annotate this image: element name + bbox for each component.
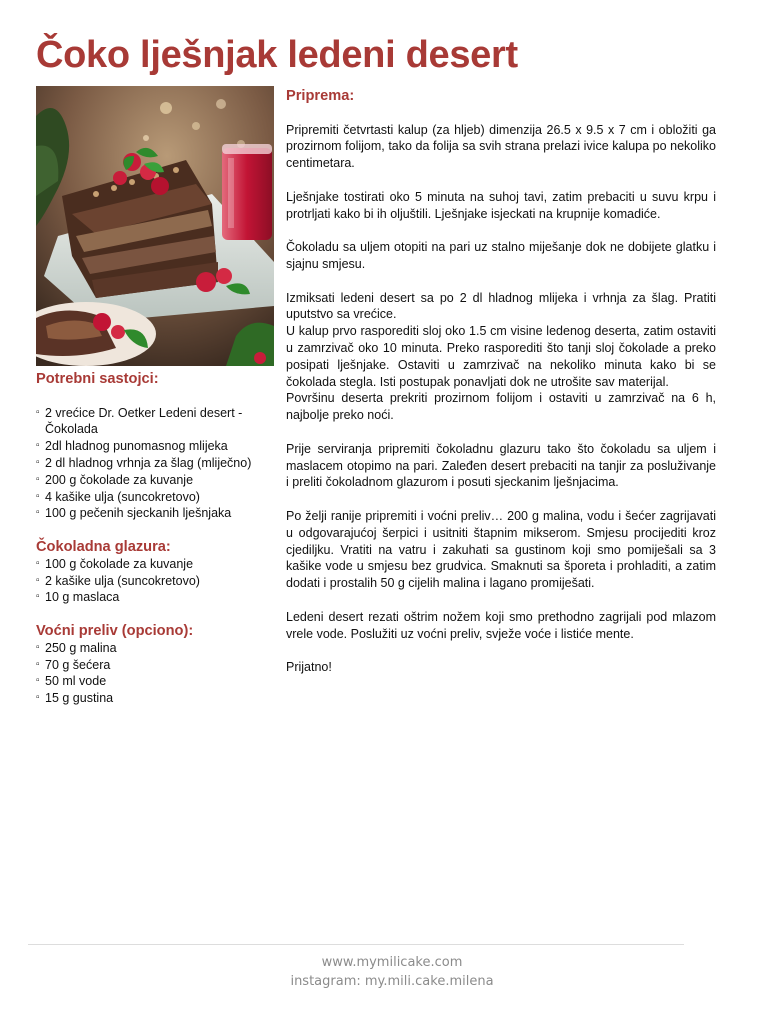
preparation-step: Pripremiti četvrtasti kalup (za hljeb) dimenzija 26.5 x 9.5 x 7 cm i obložiti ga prozirnom folijom, tako da folija sa svih strana prelazi ivice kalupa po nekoliko centimetara. xyxy=(286,122,716,171)
preparation-step: Prije serviranja pripremiti čokoladnu glazuru tako što čokoladu sa uljem i maslacem otopimo na pari. Zaleđen desert prebaciti na tanjir za posluživanje i preliti čokoladnom glazurom i posuti sjeckanim lješnjacima. xyxy=(286,441,716,490)
list-item: ▫ 50 ml vode xyxy=(36,673,274,690)
list-item: ▫ 15 g gustina xyxy=(36,690,274,707)
ingredients-list xyxy=(36,405,274,523)
list-item: ▫ 2 vrećice Dr. Oetker Ledeni desert - Čokolada xyxy=(36,405,274,439)
preparation-step: Lješnjake tostirati oko 5 minuta na suhoj tavi, zatim prebaciti u suvu krpu i protrljati kako bi ih oljuštili. Lješnjake isjeckati na krupnije komadiće. xyxy=(286,189,716,221)
ingredients-column xyxy=(36,371,274,707)
list-item: ▫ 4 kašike ulja (suncokretovo) xyxy=(36,489,274,506)
list-item: ▫ 200 g čokolade za kuvanje xyxy=(36,472,274,489)
preparation-step: Izmiksati ledeni desert sa po 2 dl hladnog mlijeka i vrhnja za šlag. Pratiti uputstvo sa vrećice. xyxy=(286,290,716,322)
list-item: ▫ 2 kašike ulja (suncokretovo) xyxy=(36,573,274,590)
preparation-step: Čokoladu sa uljem otopiti na pari uz stalno miješanje dok ne dobijete glatku i sjajnu smjesu. xyxy=(286,240,716,271)
glaze-list xyxy=(36,556,274,606)
preparation-step: Ledeni desert rezati oštrim nožem koji smo prethodno zagrijali pod mlazom vrele vode. Poslužiti uz voćni preliv, svježe voće i listiće mente. xyxy=(286,609,716,641)
dessert-photo-illustration xyxy=(36,86,274,366)
closing-text: Prijatno! xyxy=(286,660,332,675)
list-item: ▫ 100 g pečenih sjeckanih lješnjaka xyxy=(36,505,274,522)
list-item: ▫ 10 g maslaca xyxy=(36,589,274,606)
dessert-photo xyxy=(36,86,274,366)
page-title: Čoko lješnjak ledeni desert xyxy=(36,34,518,76)
list-item: ▫ 100 g čokolade za kuvanje xyxy=(36,556,274,573)
list-item: ▫ 70 g šećera xyxy=(36,657,274,674)
preparation-step: U kalup prvo rasporediti sloj oko 1.5 cm visine ledenog deserta, zatim ostaviti u zamrzivač oko 10 minuta. Preko rasporediti što tanji sloj čokolade a preko posipati lješnjake. Ostaviti u zamrzivač na nekoliko minuta kako bi se čokolada stegla. Isti postupak ponavljati dok ne utrošite sav materijal. xyxy=(286,324,716,389)
fruit-sauce-list xyxy=(36,640,274,707)
fruit-sauce-heading: Voćni preliv (opciono): xyxy=(36,622,194,639)
preparation-step: Po želji ranije pripremiti i voćni preliv… 200 g malina, vodu i šećer zagrijavati u odgovarajućoj šerpici i usitniti štapnim mikserom. Smjesu procijediti kroz cjediljku. Vratiti na vatru i zakuhati sa gustinom koji smo pomiješali sa 3 kašike vode u smjesu bez grudvica. Smaknuti sa šporeta i prohladiti, a zatim dodati i prostalih 50 g cijelih malina i lagano promiješati. xyxy=(286,508,716,591)
footer-website: www.mymilicake.com xyxy=(321,955,463,970)
ingredients-heading: Potrebni sastojci: xyxy=(36,371,159,387)
preparation-step: Površinu deserta prekriti prozirnom folijom i ostaviti u zamrzivač na 6 h, najbolje preko noći. xyxy=(286,391,716,423)
preparation-column xyxy=(286,88,716,693)
list-item: ▫ 250 g malina xyxy=(36,640,274,657)
footer-divider xyxy=(28,944,684,945)
list-item: ▫ 2 dl hladnog vrhnja za šlag (mliječno) xyxy=(36,455,274,472)
glaze-heading: Čokoladna glazura: xyxy=(36,538,171,555)
footer-instagram: instagram: my.mili.cake.milena xyxy=(290,974,494,989)
preparation-heading: Priprema: xyxy=(286,88,355,104)
list-item: ▫ 2dl hladnog punomasnog mlijeka xyxy=(36,438,274,455)
